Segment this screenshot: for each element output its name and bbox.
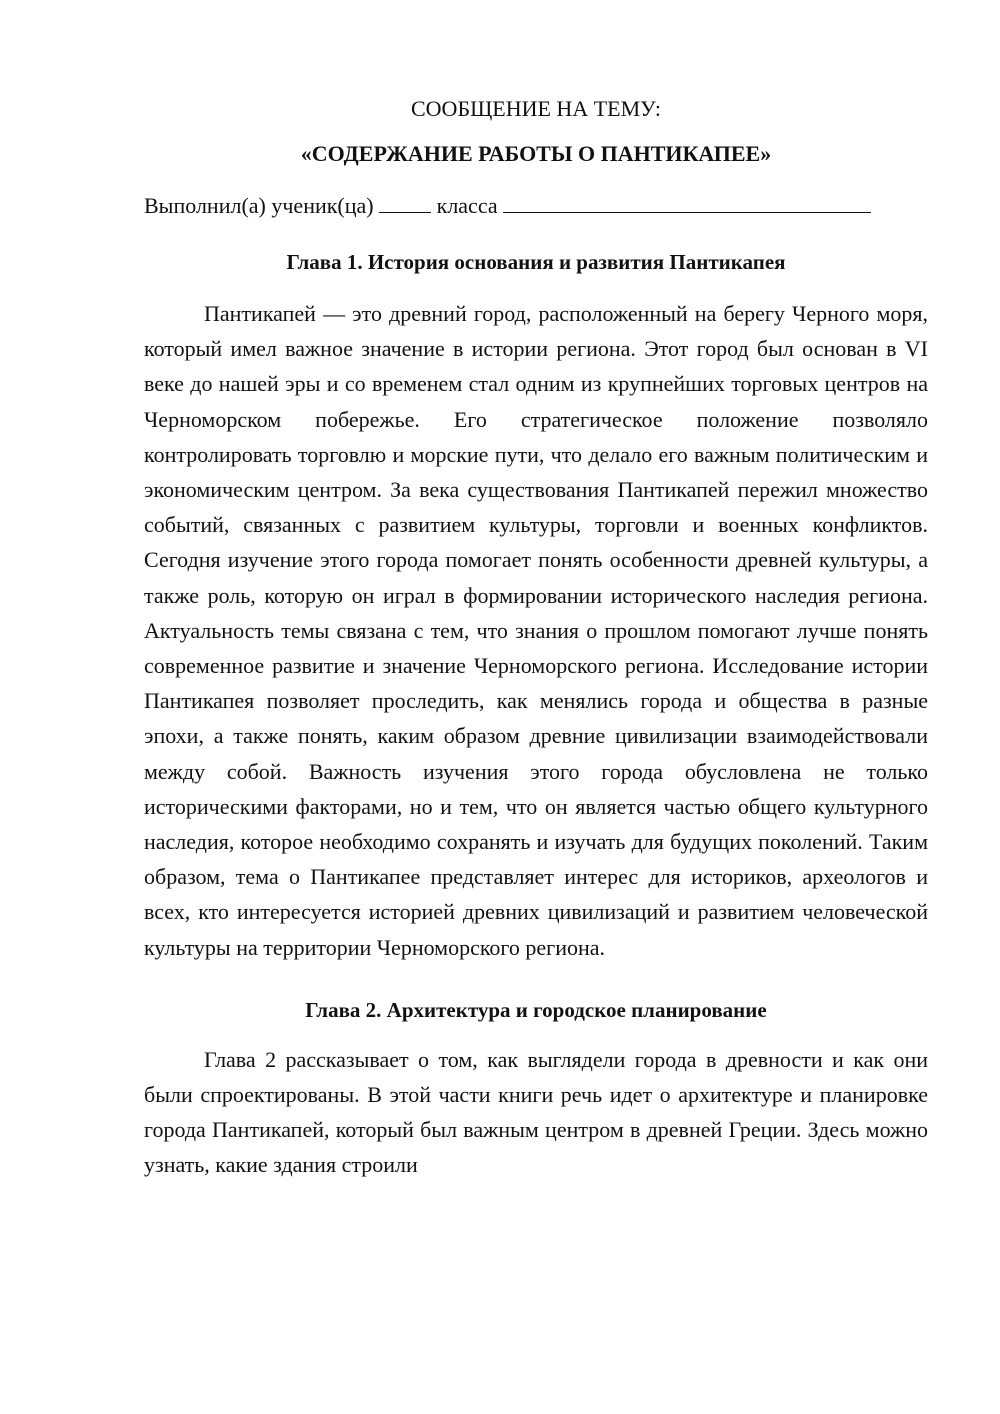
- class-label: класса: [436, 193, 498, 218]
- author-label: Выполнил(а) ученик(ца): [144, 193, 374, 218]
- chapter-1-heading: Глава 1. История основания и развития Пантикапея: [286, 250, 786, 274]
- name-blank: [503, 190, 871, 213]
- document-page: [144, 92, 928, 1183]
- grade-blank: [379, 190, 431, 213]
- document-subtitle: «СОДЕРЖАНИЕ РАБОТЫ О ПАНТИКАПЕЕ»: [300, 141, 772, 166]
- document-title: СООБЩЕНИЕ НА ТЕМУ:: [411, 96, 661, 121]
- author-line: [144, 189, 928, 223]
- chapter-2-heading: Глава 2. Архитектура и городское планирование: [305, 997, 767, 1022]
- chapter-1-paragraph: Пантикапей — это древний город, расположенный на берегу Черного моря, который имел важное значение в истории региона. Этот город был основан в VI веке до нашей эры и со временем стал одним из крупнейших торговых центров на Черноморском побережье. Его стратегическое положение позволяло контролировать торговлю и морские пути, что делало его важным политическим и экономическим центром. За века существования Пантикапей пережил множество событий, связанных с развитием культуры, торговли и военных конфликтов. Сегодня изучение этого города помогает понять особенности древней культуры, а также роль, которую он играл в формировании исторического наследия региона. Актуальность темы связана с тем, что знания о прошлом помогают лучше понять современное развитие и значение Черноморского региона. Исследование истории Пантикапея позволяет проследить, как менялись города и общества в разные эпохи, а также понять, каким образом древние цивилизации взаимодействовали между собой. Важность изучения этого города обусловлена не только историческими факторами, но и тем, что он является частью общего культурного наследия, которое необходимо сохранять и изучать для будущих поколений. Таким образом, тема о Пантикапее представляет интерес для историков, археологов и всех, кто интересуется историей древних цивилизаций и развитием человеческой культуры на территории Черноморского региона.: [144, 301, 928, 960]
- chapter-2-paragraph: Глава 2 рассказывает о том, как выглядели города в древности и как они были спроектированы. В этой части книги речь идет о архитектуре и планировке города Пантикапей, который был важным центром в древней Греции. Здесь можно узнать, какие здания строили: [144, 1046, 928, 1178]
